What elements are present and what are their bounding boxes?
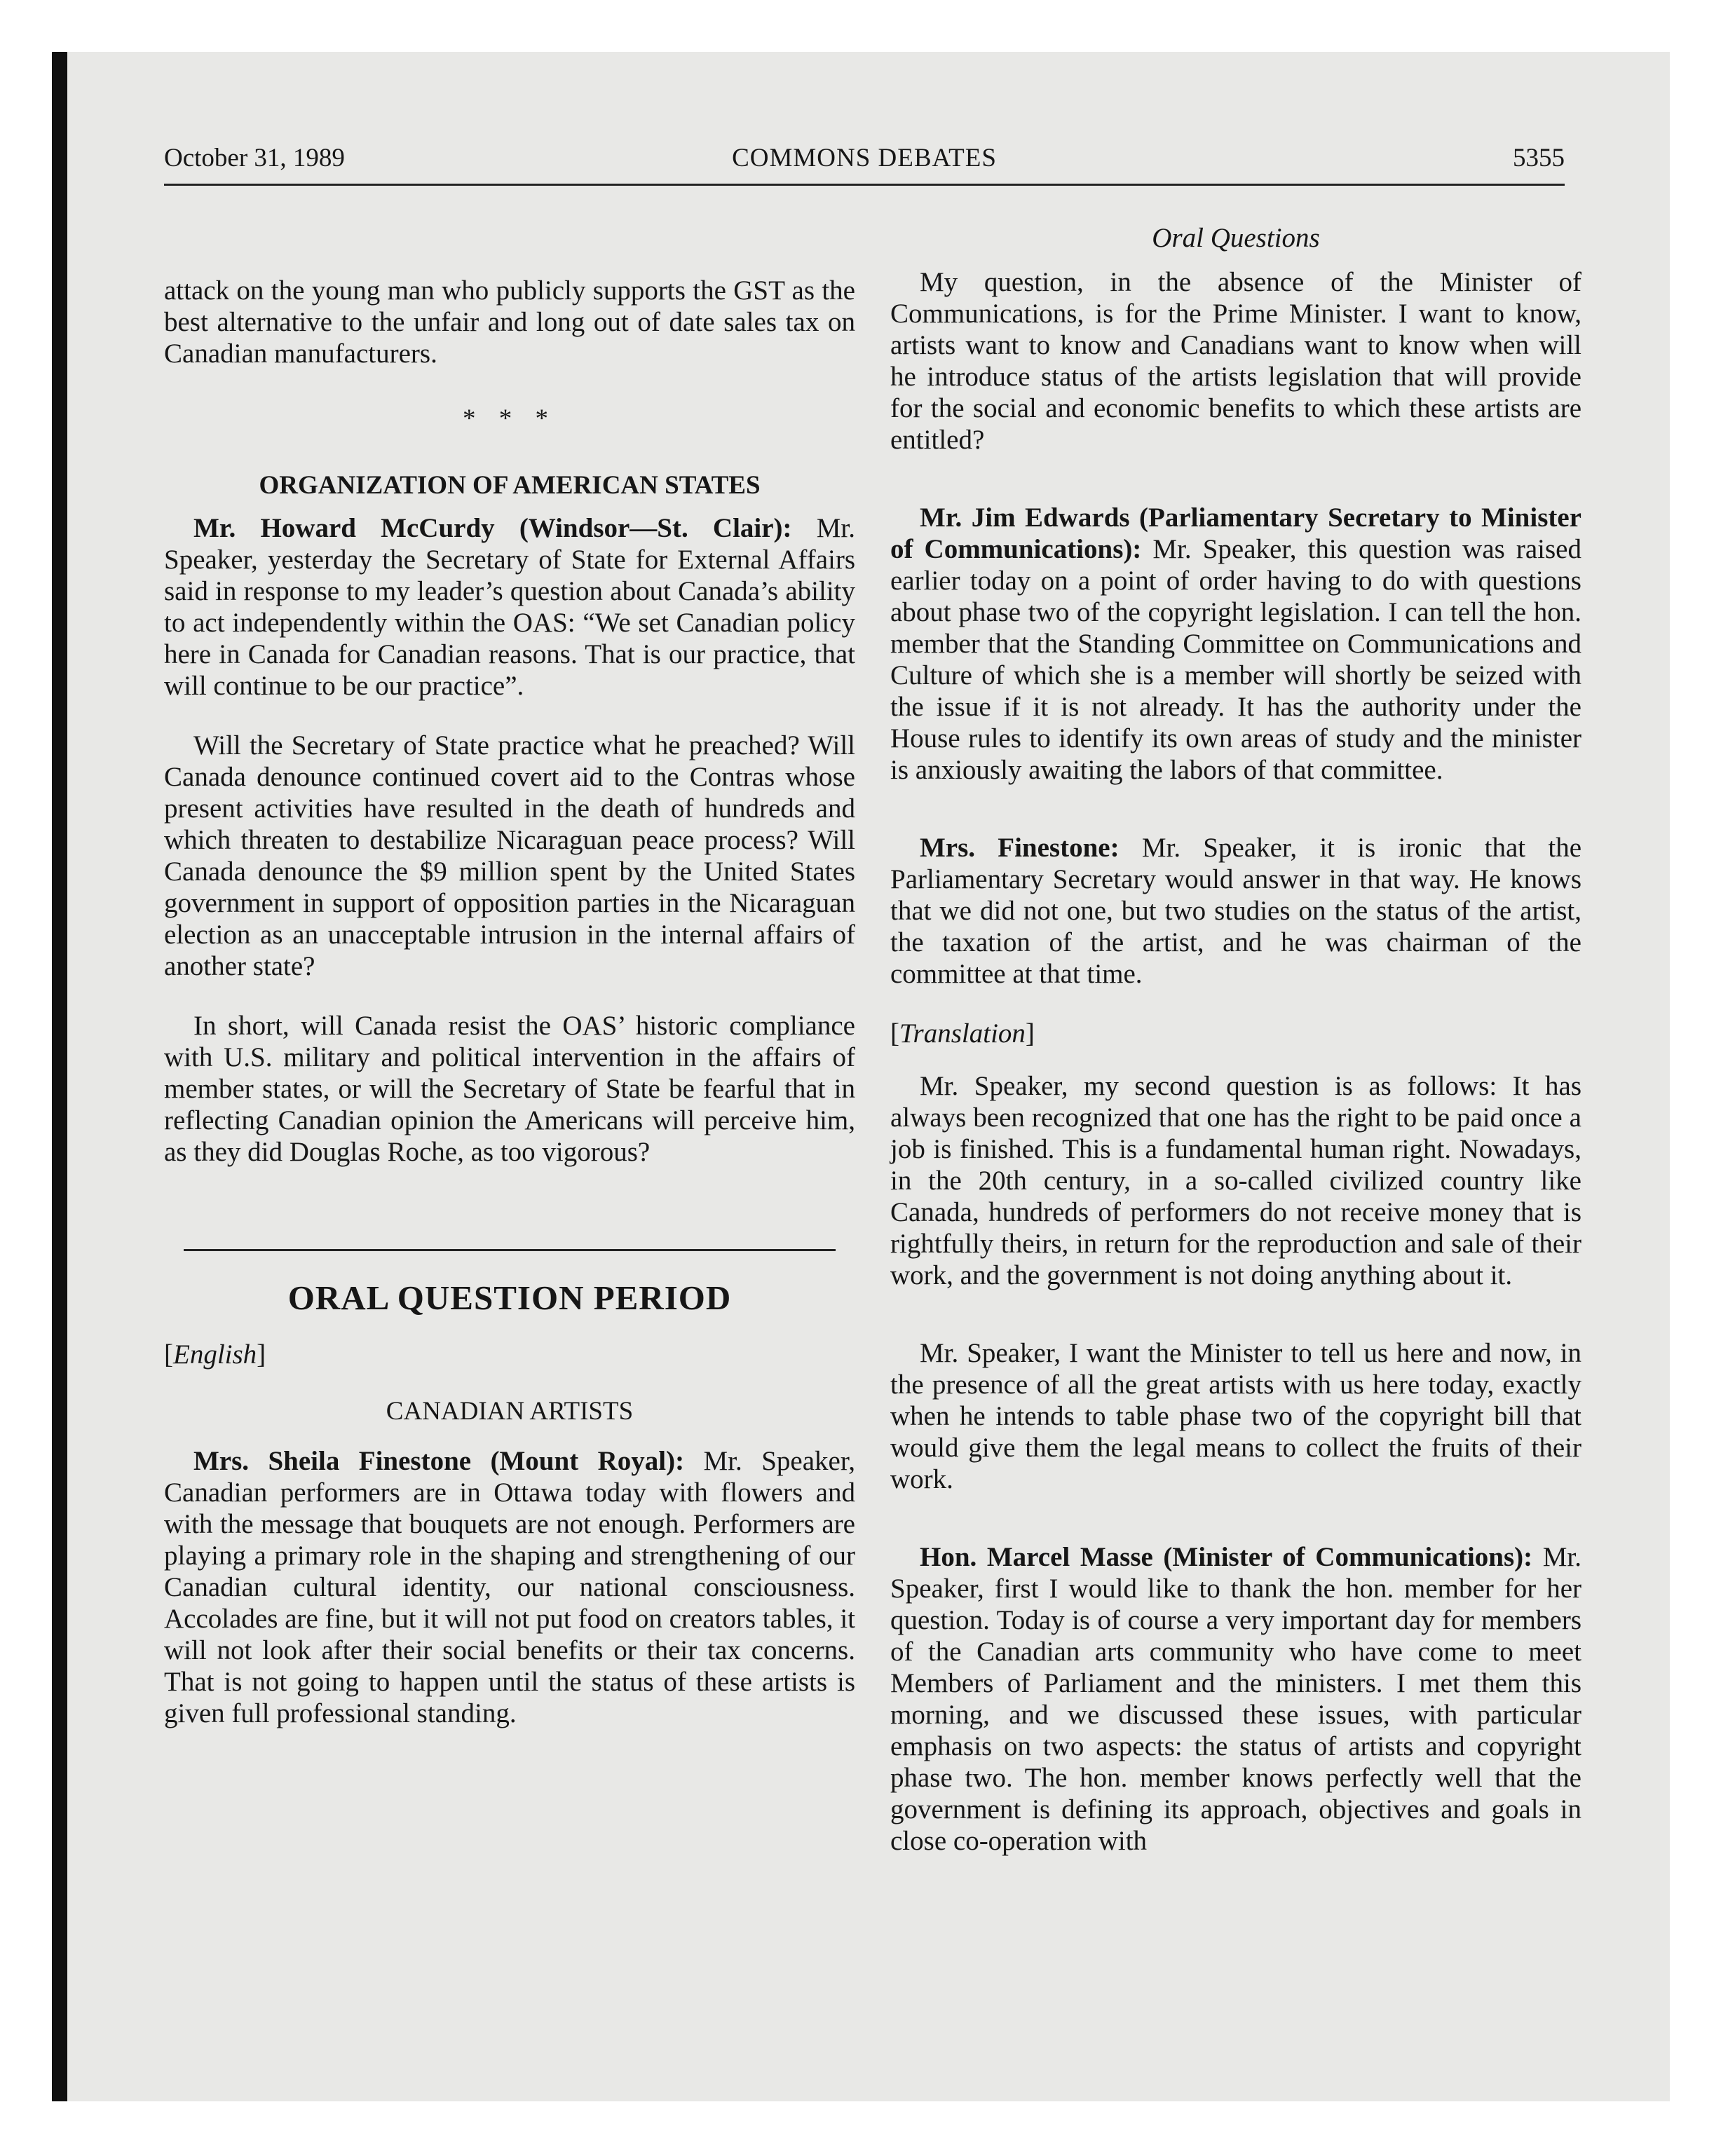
speaker-name: Hon. Marcel Masse (Minister of Communications): [920, 1542, 1533, 1572]
speech-text: Mr. Speaker, Canadian performers are in Ottawa today with flowers and with the message that bouquets are not enough. Performers are playing a primary role in the shaping and strengthening of our Canadian cultural identity, our national consciousness. Accolades are fine, but it will not put food on creators tables, it will not look after their social benefits or their tax concerns. That is not going to happen until the status of these artists is given full professional standing. [164, 1446, 856, 1728]
section-heading-canadian-artists: CANADIAN ARTISTS [386, 1397, 634, 1426]
paragraph: Mr. Speaker, I want the Minister to tell us here and now, in the presence of all the great artists with us here today, exactly when he intends to table phase two of the copyright bill that would give them the legal means to collect the fruits of their work. [890, 1338, 1581, 1494]
paragraph: Will the Secretary of State practice what he preached? Will Canada denounce continued covert aid to the Contras whose present activities have resulted in the death of hundreds and which threaten to destabilize Nicaraguan peace process? Will Canada denounce the $9 million spent by the United States government in support of opposition parties in the Nicaraguan election as an unacceptable intrusion in the internal affairs of another state? [164, 730, 855, 981]
paragraph: attack on the young man who publicly supports the GST as the best alternative to the unfair and long out of date sales tax on Canadian manufacturers. [164, 275, 855, 369]
paragraph: Mr. Speaker, my second question is as follows: It has always been recognized that one has the right to be paid once a job is finished. This is a fundamental human right. Nowadays, in the 20th century, in a so-called civilized country like Canada, hundreds of performers do not receive money that is rightfully theirs, in return for the reproduction and sale of their work, and the government is not doing anything about it. [890, 1071, 1581, 1290]
speech-text: Mr. Speaker, it is ironic that the Parliamentary Secretary would answer in that way. He knows that we did not one, but two studies on the status of the artist, the taxation of the artist, and he was chairman of the committee at that time. [890, 833, 1582, 989]
page-header [164, 140, 1565, 182]
paragraph [890, 502, 1581, 786]
header-page-number: 5355 [1513, 144, 1565, 172]
language-tag: [Translation] [890, 1018, 1035, 1049]
section-separator: * * * [463, 404, 557, 433]
paragraph [164, 512, 855, 702]
section-heading-oral-question-period: ORAL QUESTION PERIOD [287, 1278, 732, 1317]
left-column [164, 275, 855, 1729]
section-heading-oas: ORGANIZATION OF AMERICAN STATES [259, 471, 761, 500]
paragraph [164, 1445, 855, 1729]
speaker-name: Mr. Howard McCurdy (Windsor—St. Clair): [193, 513, 792, 543]
binding-edge [52, 52, 67, 2101]
running-head: Oral Questions [1152, 223, 1320, 253]
header-title: COMMONS DEBATES [732, 144, 997, 172]
paragraph [890, 832, 1581, 990]
speech-text: Mr. Speaker, yesterday the Secretary of State for External Affairs said in response to my leader’s question about Canada’s ability to act independently within the OAS: “We set Canadian policy here in Canada for Canadian reasons. That is our practice, that will continue to be our practice”. [164, 513, 855, 701]
paragraph: My question, in the absence of the Minister of Communications, is for the Prime Minister. I want to know, artists want to know and Canadians want to know when will he introduce status of the artists legislation that will provide for the social and economic benefits to which these artists are entitled? [890, 267, 1581, 455]
header-date: October 31, 1989 [164, 144, 345, 172]
paragraph: In short, will Canada resist the OAS’ historic compliance with U.S. military and political intervention in the affairs of member states, or will the Secretary of State be fearful that in reflecting Canadian opinion the Americans will perceive him, as they did Douglas Roche, as too vigorous? [164, 1011, 855, 1167]
language-tag: [English] [164, 1339, 266, 1370]
section-divider [184, 1249, 836, 1251]
paragraph [890, 1541, 1581, 1857]
speaker-name: Mr. Jim Edwards (Parliamentary Secretary to Minister of Communications): [890, 503, 1581, 564]
speaker-name: Mrs. Sheila Finestone (Mount Royal): [193, 1446, 685, 1476]
speaker-name: Mrs. Finestone: [920, 833, 1120, 863]
speech-text: Mr. Speaker, first I would like to thank the hon. member for her question. Today is of course a very important day for members of the Canadian arts community who have come to meet Members of Parliament and the ministers. I met them this morning, and we discussed these issues, with particular emphasis on two aspects: the status of artists and copyright phase two. The hon. member knows perfectly well that the government is defining its approach, objectives and goals in close co-operation with [890, 1542, 1581, 1856]
speech-text: Mr. Speaker, this question was raised earlier today on a point of order having to do with questions about phase two of the copyright legislation. I can tell the hon. member that the Standing Committee on Communications and Culture of which she is a member will shortly be seized with the issue if it is not already. It has the authority under the House rules to identify its own areas of study and the minister is anxiously awaiting the labors of that committee. [890, 534, 1581, 785]
header-rule [164, 184, 1565, 186]
right-column [890, 222, 1581, 1857]
